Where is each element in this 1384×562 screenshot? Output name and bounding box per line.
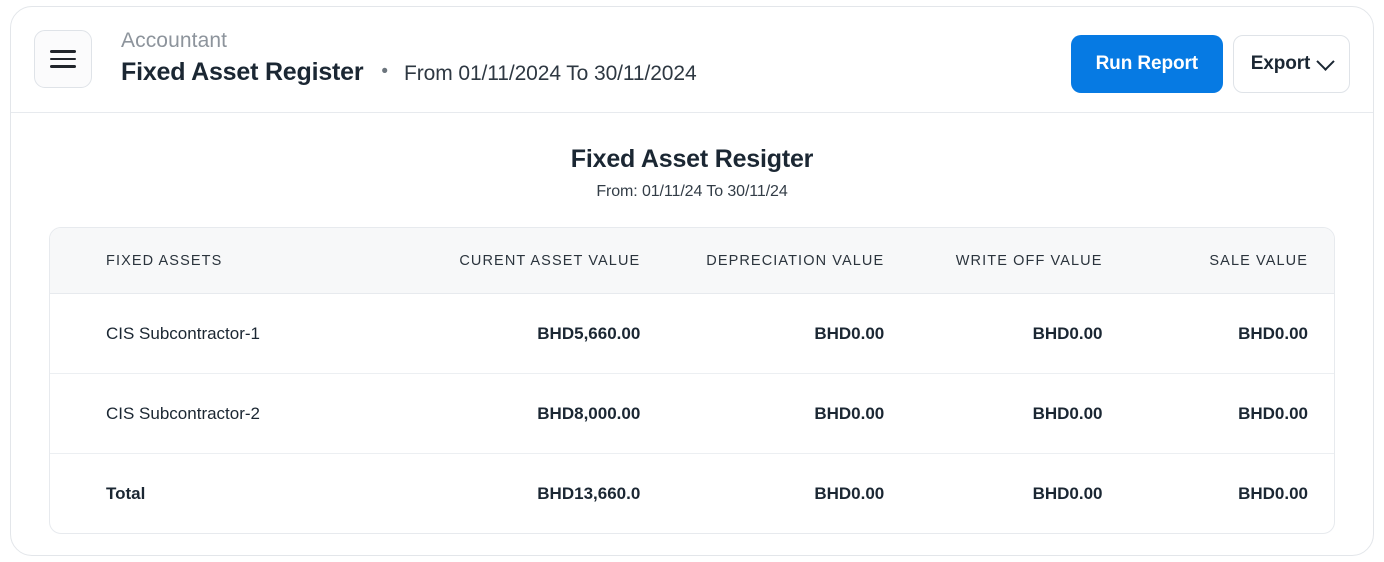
column-header-current-asset-value: CURENT ASSET VALUE xyxy=(397,228,667,294)
cell-current-asset-value: BHD8,000.00 xyxy=(397,374,667,454)
run-report-button[interactable]: Run Report xyxy=(1071,35,1223,93)
cell-depreciation-value: BHD0.00 xyxy=(666,374,910,454)
menu-button[interactable] xyxy=(34,30,92,88)
fixed-asset-table xyxy=(50,228,1334,533)
cell-total-write-off-value: BHD0.00 xyxy=(1032,483,1103,503)
title-block xyxy=(121,27,697,87)
table-body xyxy=(50,294,1334,534)
cell-asset-name: CIS Subcontractor-2 xyxy=(50,374,397,454)
export-button-label: Export xyxy=(1250,53,1311,74)
cell-total-sale-value: BHD0.00 xyxy=(1238,483,1308,503)
cell-depreciation-value: BHD0.00 xyxy=(666,294,910,374)
cell-sale-value: BHD0.00 xyxy=(1129,294,1334,374)
cell-total-depreciation-value: BHD0.00 xyxy=(814,483,885,503)
page-title: Fixed Asset Register xyxy=(121,58,364,86)
column-header-write-off-value: WRITE OFF VALUE xyxy=(910,228,1128,294)
cell-write-off-value: BHD0.00 xyxy=(910,374,1128,454)
report-table-card xyxy=(49,227,1335,534)
breadcrumb-parent: Accountant xyxy=(121,29,228,52)
report-body xyxy=(11,113,1373,534)
report-subtitle: From: 01/11/24 To 30/11/24 xyxy=(596,183,788,200)
separator-dot: • xyxy=(381,61,389,82)
app-header xyxy=(11,7,1373,113)
table-row xyxy=(50,374,1334,454)
page-title-row xyxy=(121,58,697,87)
cell-write-off-value: BHD0.00 xyxy=(910,294,1128,374)
hamburger-icon xyxy=(50,50,76,68)
column-header-sale-value: SALE VALUE xyxy=(1129,228,1334,294)
cell-total-current-asset-value: BHD13,660.0 xyxy=(537,483,641,503)
cell-current-asset-value: BHD5,660.00 xyxy=(397,294,667,374)
table-row xyxy=(50,294,1334,374)
app-window xyxy=(10,6,1374,556)
report-title: Fixed Asset Resigter xyxy=(570,145,814,173)
export-button[interactable] xyxy=(1233,35,1350,93)
cell-asset-name: CIS Subcontractor-1 xyxy=(50,294,397,374)
column-header-depreciation-value: DEPRECIATION VALUE xyxy=(666,228,910,294)
cell-total-label: Total xyxy=(106,483,146,503)
table-header xyxy=(50,228,1334,294)
cell-sale-value: BHD0.00 xyxy=(1129,374,1334,454)
table-header-row xyxy=(50,228,1334,294)
chevron-down-icon xyxy=(1317,52,1335,70)
table-row-total xyxy=(50,454,1334,534)
date-range-label: From 01/11/2024 To 30/11/2024 xyxy=(404,62,697,85)
column-header-fixed-assets: FIXED ASSETS xyxy=(50,228,397,294)
